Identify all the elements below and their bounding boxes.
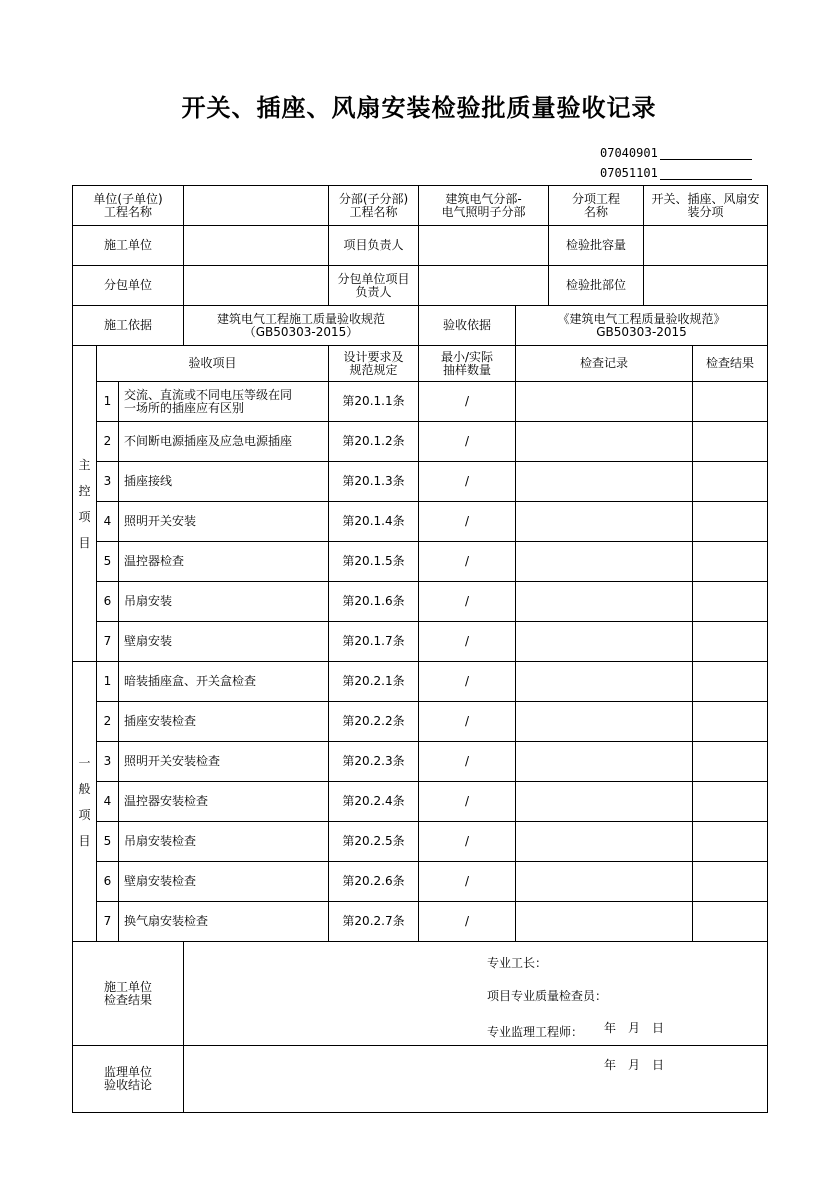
item-sample[interactable]: / xyxy=(419,862,516,902)
item-spec: 第20.1.6条 xyxy=(329,582,419,622)
item-name: 温控器安装检查 xyxy=(119,782,329,822)
table-row xyxy=(73,502,768,542)
item-result[interactable] xyxy=(693,822,768,862)
sub-manager-label: 分包单位项目 负责人 xyxy=(329,266,419,306)
table-row xyxy=(73,862,768,902)
item-record[interactable] xyxy=(516,502,693,542)
item-record[interactable] xyxy=(516,702,693,742)
general-category-label: 一 般 项 目 xyxy=(73,662,97,942)
capacity-value[interactable] xyxy=(644,226,768,266)
contractor-value[interactable] xyxy=(184,226,329,266)
item-record[interactable] xyxy=(516,742,693,782)
item-name: 插座安装检查 xyxy=(119,702,329,742)
table-row xyxy=(73,662,768,702)
date-label: 年 月 日 xyxy=(604,1058,665,1072)
subcontractor-label: 分包单位 xyxy=(73,266,184,306)
item-number: 7 xyxy=(97,902,119,942)
item-name: 照明开关安装 xyxy=(119,502,329,542)
item-name: 交流、直流或不同电压等级在同 一场所的插座应有区别 xyxy=(119,382,329,422)
location-value[interactable] xyxy=(644,266,768,306)
item-spec: 第20.2.1条 xyxy=(329,662,419,702)
code-text: 07040901 xyxy=(600,146,658,160)
item-spec: 第20.2.7条 xyxy=(329,902,419,942)
main-category-label: 主 控 项 目 xyxy=(73,346,97,662)
item-spec: 第20.2.5条 xyxy=(329,822,419,862)
basis-value[interactable]: 建筑电气工程施工质量验收规范 （GB50303-2015） xyxy=(184,306,419,346)
item-sample[interactable]: / xyxy=(419,382,516,422)
item-sample[interactable]: / xyxy=(419,902,516,942)
manager-label: 项目负责人 xyxy=(329,226,419,266)
item-result[interactable] xyxy=(693,422,768,462)
item-name: 吊扇安装 xyxy=(119,582,329,622)
supervisor-check-area[interactable] xyxy=(184,1025,768,1113)
item-number: 5 xyxy=(97,822,119,862)
item-number: 4 xyxy=(97,782,119,822)
item-spec: 第20.1.3条 xyxy=(329,462,419,502)
code-underline xyxy=(660,147,752,160)
item-result[interactable] xyxy=(693,902,768,942)
item-sample[interactable]: / xyxy=(419,462,516,502)
item-number: 2 xyxy=(97,422,119,462)
item-record[interactable] xyxy=(516,382,693,422)
item-result[interactable] xyxy=(693,382,768,422)
item-sample[interactable]: / xyxy=(419,702,516,742)
item-name: 不间断电源插座及应急电源插座 xyxy=(119,422,329,462)
unit-value[interactable] xyxy=(184,186,329,226)
col-sample-header: 最小/实际 抽样数量 xyxy=(419,346,516,382)
table-row xyxy=(73,542,768,582)
item-result[interactable] xyxy=(693,542,768,582)
item-name: 壁扇安装 xyxy=(119,622,329,662)
page-title: 开关、插座、风扇安装检验批质量验收记录 xyxy=(181,94,657,122)
item-number: 1 xyxy=(97,382,119,422)
contractor-check-label: 施工单位 检查结果 xyxy=(73,942,184,1046)
item-sample[interactable]: / xyxy=(419,822,516,862)
item-number: 3 xyxy=(97,462,119,502)
item-name: 壁扇安装检查 xyxy=(119,862,329,902)
col-result-header: 检查结果 xyxy=(693,346,768,382)
item-record[interactable] xyxy=(516,422,693,462)
col-item-header: 验收项目 xyxy=(97,346,329,382)
item-result[interactable] xyxy=(693,742,768,782)
item-number: 1 xyxy=(97,662,119,702)
capacity-label: 检验批容量 xyxy=(549,226,644,266)
table-row xyxy=(73,622,768,662)
item-number: 6 xyxy=(97,582,119,622)
item-record[interactable] xyxy=(516,462,693,502)
manager-value[interactable] xyxy=(419,226,549,266)
item-name: 温控器检查 xyxy=(119,542,329,582)
supervisor-check-label: 监理单位 验收结论 xyxy=(73,1046,184,1113)
item-sample[interactable]: / xyxy=(419,782,516,822)
accept-basis-value[interactable]: 《建筑电气工程质量验收规范》 GB50303-2015 xyxy=(516,306,768,346)
item-sample[interactable]: / xyxy=(419,422,516,462)
item-record[interactable] xyxy=(516,902,693,942)
foreman-label: 专业工长： xyxy=(487,956,548,970)
item-spec: 第20.2.2条 xyxy=(329,702,419,742)
item-record[interactable] xyxy=(516,662,693,702)
code-underline xyxy=(660,167,752,180)
item-record[interactable] xyxy=(516,822,693,862)
item-number: 5 xyxy=(97,542,119,582)
code-2 xyxy=(600,166,752,180)
table-row xyxy=(73,582,768,622)
item-record[interactable] xyxy=(516,542,693,582)
col-spec-header: 设计要求及 规范规定 xyxy=(329,346,419,382)
item-record[interactable] xyxy=(516,622,693,662)
subitem-value[interactable]: 开关、插座、风扇安 装分项 xyxy=(644,186,768,226)
item-number: 3 xyxy=(97,742,119,782)
item-spec: 第20.1.7条 xyxy=(329,622,419,662)
subcontractor-value[interactable] xyxy=(184,266,329,306)
item-result[interactable] xyxy=(693,582,768,622)
table-row xyxy=(73,702,768,742)
table-row xyxy=(73,822,768,862)
item-name: 暗装插座盒、开关盒检查 xyxy=(119,662,329,702)
item-record[interactable] xyxy=(516,862,693,902)
table-row xyxy=(73,742,768,782)
item-sample[interactable]: / xyxy=(419,582,516,622)
table-row xyxy=(73,902,768,942)
table-row xyxy=(73,422,768,462)
item-result[interactable] xyxy=(693,862,768,902)
item-spec: 第20.1.4条 xyxy=(329,502,419,542)
item-number: 6 xyxy=(97,862,119,902)
code-text: 07051101 xyxy=(600,166,658,180)
item-sample[interactable]: / xyxy=(419,662,516,702)
item-result[interactable] xyxy=(693,662,768,702)
table-row xyxy=(73,382,768,422)
item-result[interactable] xyxy=(693,622,768,662)
item-number: 2 xyxy=(97,702,119,742)
contractor-check-area[interactable] xyxy=(184,942,768,1046)
item-number: 4 xyxy=(97,502,119,542)
code-1 xyxy=(600,146,752,160)
location-label: 检验批部位 xyxy=(549,266,644,306)
item-name: 吊扇安装检查 xyxy=(119,822,329,862)
sub-manager-value[interactable] xyxy=(419,266,549,306)
division-label: 分部(子分部) 工程名称 xyxy=(329,186,419,226)
engineer-label: 专业监理工程师： xyxy=(487,1025,584,1039)
subitem-label: 分项工程 名称 xyxy=(549,186,644,226)
item-name: 插座接线 xyxy=(119,462,329,502)
item-spec: 第20.2.4条 xyxy=(329,782,419,822)
col-record-header: 检查记录 xyxy=(516,346,693,382)
item-result[interactable] xyxy=(693,462,768,502)
item-spec: 第20.1.5条 xyxy=(329,542,419,582)
item-record[interactable] xyxy=(516,782,693,822)
inspector-label: 项目专业质量检查员： xyxy=(487,989,608,1003)
item-sample[interactable]: / xyxy=(419,742,516,782)
item-result[interactable] xyxy=(693,502,768,542)
item-result[interactable] xyxy=(693,782,768,822)
item-result[interactable] xyxy=(693,702,768,742)
item-spec: 第20.2.6条 xyxy=(329,862,419,902)
item-record[interactable] xyxy=(516,582,693,622)
date-label: 年 月 日 xyxy=(604,1021,665,1035)
contractor-label: 施工单位 xyxy=(73,226,184,266)
item-name: 照明开关安装检查 xyxy=(119,742,329,782)
item-name: 换气扇安装检查 xyxy=(119,902,329,942)
unit-label: 单位(子单位) 工程名称 xyxy=(73,186,184,226)
table-row xyxy=(73,782,768,822)
item-spec: 第20.2.3条 xyxy=(329,742,419,782)
record-table xyxy=(72,185,768,1113)
item-sample[interactable]: / xyxy=(419,622,516,662)
item-spec: 第20.1.2条 xyxy=(329,422,419,462)
item-number: 7 xyxy=(97,622,119,662)
item-sample[interactable]: / xyxy=(419,502,516,542)
item-spec: 第20.1.1条 xyxy=(329,382,419,422)
accept-basis-label: 验收依据 xyxy=(419,306,516,346)
table-row xyxy=(73,462,768,502)
basis-label: 施工依据 xyxy=(73,306,184,346)
division-value[interactable]: 建筑电气分部- 电气照明子分部 xyxy=(419,186,549,226)
item-sample[interactable]: / xyxy=(419,542,516,582)
